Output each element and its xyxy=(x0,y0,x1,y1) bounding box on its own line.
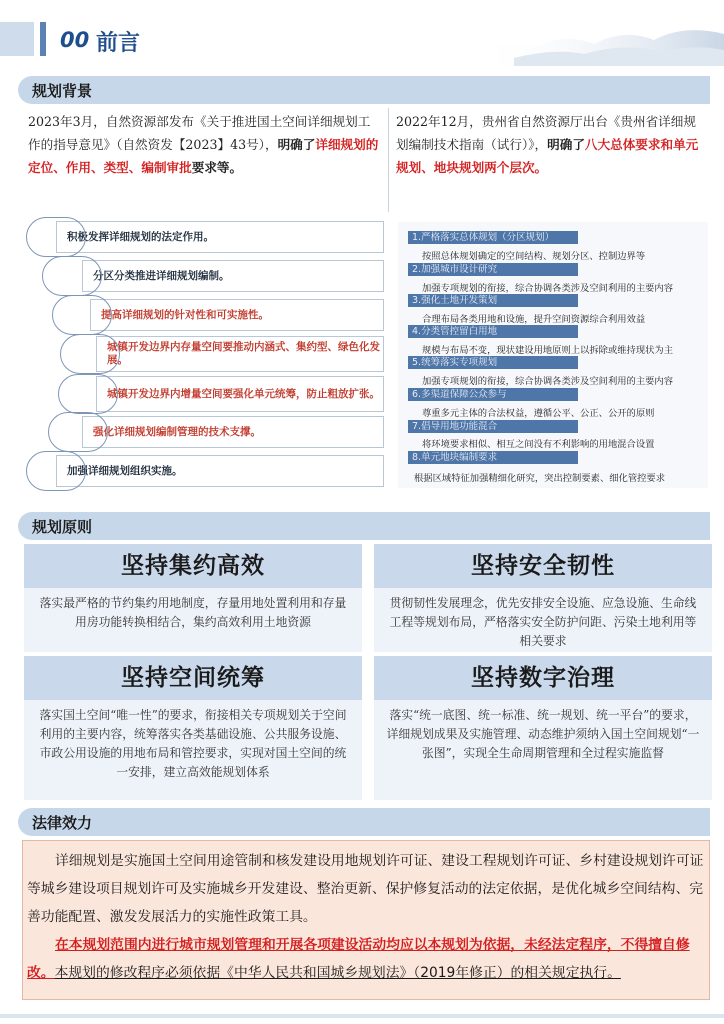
section-header-background xyxy=(18,76,710,104)
requirement-desc: 合理布局各类用地和设施，提升空间资源综合利用效益 xyxy=(422,314,646,325)
step-circle xyxy=(58,374,118,414)
requirement-desc: 加强专项规划的衔接，综合协调各类涉及空间利用的主要内容 xyxy=(422,376,674,387)
requirement-desc: 根据区域特征加强精细化研究，突出控制要素、细化管控要求 xyxy=(414,473,666,484)
principle-title: 坚持数字治理 xyxy=(374,656,712,700)
section-header-legal xyxy=(18,808,710,836)
step-text: 城镇开发边界内存量空间要推动内涵式、集约型、绿色化发展。 xyxy=(107,341,380,366)
divider xyxy=(388,108,389,212)
step-item xyxy=(90,299,384,331)
requirement-desc: 尊重多元主体的合法权益，遵循公平、公正、公开的原则 xyxy=(422,408,655,419)
step-circle xyxy=(42,256,102,296)
bg-right-text: 2022年12月，贵州省自然资源厅出台《贵州省详细规划编制技术指南（试行）》， xyxy=(396,114,696,152)
requirement-head: 6.多渠道保障公众参与 xyxy=(408,388,578,401)
page-header xyxy=(0,0,724,66)
mountain-landscape-decoration xyxy=(474,10,724,66)
step-circle xyxy=(26,217,86,257)
page-title: 前言 xyxy=(96,31,141,56)
requirement-head: 1.严格落实总体规划（分区规划） xyxy=(408,231,578,244)
requirement-desc: 规模与布局不变，现状建设用地原则上以拆除或维持现状为主 xyxy=(422,345,674,356)
step-text: 强化详细规划编制管理的技术支撑。 xyxy=(93,425,261,438)
principle-text: 落实国土空间“唯一性”的要求，衔接相关专项规划关于空间利用的主要内容，统筹落实各类基础设施、公共服务设施、市政公用设施的用地布局和管控要求，实现对国土空间的统一安排，建立高效能规划体系 xyxy=(39,708,347,779)
step-circle xyxy=(48,412,108,452)
step-item xyxy=(82,260,384,292)
principle-title: 坚持安全韧性 xyxy=(374,544,712,588)
chapter-number: 00 xyxy=(60,28,90,52)
principle-title: 坚持集约高效 xyxy=(24,544,362,588)
requirement-head: 5.统筹落实专项规划 xyxy=(408,356,578,369)
step-item xyxy=(56,221,384,253)
step-circle xyxy=(52,295,112,335)
bg-left-text: 2023年3月，自然资源部发布《关于推进国土空间详细规划工作的指导意见》（自然资发【2023】43号）， xyxy=(28,114,371,152)
step-item xyxy=(96,376,384,412)
principle-text: 贯彻韧性发展理念，优先安排安全设施、应急设施、生命线工程等规划布局，严格落实安全防护问距、污染土地利用等相关要求 xyxy=(389,596,697,648)
requirement-head: 7.倡导用地功能混合 xyxy=(408,420,578,433)
step-text: 加强详细规划组织实施。 xyxy=(67,464,183,477)
bg-left-highlight: 详细规划的定位、作用、类型、编制审批 xyxy=(28,137,379,175)
step-circle xyxy=(60,334,120,374)
step-text: 积极发挥详细规划的法定作用。 xyxy=(67,230,214,243)
step-item xyxy=(96,336,384,372)
requirement-desc: 加强专项规划的衔接，综合协调各类涉及空间利用的主要内容 xyxy=(422,283,674,294)
principle-title: 坚持空间统筹 xyxy=(24,656,362,700)
legal-paragraph-1: 详细规划是实施国土空间用途管制和核发建设用地规划许可证、建设工程规划许可证、乡村建设规划许可证等城乡建设项目规划许可及实施城乡开发建设、整治更新、保护修复活动的法定依据，是优化城乡空间结构、完善功能配置、激发发展活力的实施性政策工具。 xyxy=(27,853,704,925)
principle-text: 落实最严格的节约集约用地制度，存量用地处置利用和存量用房功能转换相结合，集约高效利用土地资源 xyxy=(39,596,347,629)
legal-paragraph-2 xyxy=(27,931,705,987)
principle-card xyxy=(24,656,362,800)
legal-text: 本规划的修改程序必须依据《中华人民共和国城乡规划法》（2019年修正）的相关规定执行。 xyxy=(54,965,621,981)
bg-right-highlight: 八大总体要求和单元规划、地块规划两个层次。 xyxy=(396,137,699,175)
step-item xyxy=(82,416,384,448)
header-bar-decoration xyxy=(40,22,46,56)
section-title: 法律效力 xyxy=(32,814,93,832)
bg-left-bold: 明确了 xyxy=(277,137,316,152)
requirement-head: 4.分类管控留白用地 xyxy=(408,325,578,338)
step-item xyxy=(56,455,384,487)
background-text-right xyxy=(396,110,702,210)
principle-card xyxy=(24,544,362,652)
header-block-decoration xyxy=(0,22,34,56)
section-header-principles xyxy=(18,512,710,540)
step-text: 提高详细规划的针对性和可实施性。 xyxy=(101,308,269,321)
bg-right-bold: 明确了 xyxy=(547,137,585,152)
requirement-head: 2.加强城市设计研究 xyxy=(408,263,578,276)
step-text: 分区分类推进详细规划编制。 xyxy=(93,269,230,282)
step-text: 城镇开发边界内增量空间要强化单元统筹，防止粗放扩张。 xyxy=(107,387,380,400)
section-title: 规划背景 xyxy=(32,82,93,100)
principle-text: 落实“统一底图、统一标准、统一规划、统一平台”的要求，详细规划成果及实施管理、动态维护须纳入国土空间规划“一张图”，实现全生命周期管理和全过程实施监督 xyxy=(386,708,700,760)
requirement-head: 3.强化土地开发策划 xyxy=(408,294,578,307)
step-circle xyxy=(26,451,86,491)
requirement-desc: 将环境要求相似、相互之间没有不利影响的用地混合设置 xyxy=(422,439,655,450)
background-text-left xyxy=(28,110,380,210)
section-title: 规划原则 xyxy=(32,518,93,536)
principle-card xyxy=(374,544,712,652)
bg-left-bold-end: 要求等。 xyxy=(191,160,243,175)
legal-highlight: 在本规划范围内进行城市规划管理和开展各项建设活动均应以本规划为依据，未经法定程序，不得擅自修改。 xyxy=(27,937,690,981)
requirement-head: 8.单元地块编制要求 xyxy=(408,451,578,464)
footer-line xyxy=(0,1014,724,1018)
principle-card xyxy=(374,656,712,800)
requirement-desc: 按照总体规划确定的空间结构、规划分区、控制边界等 xyxy=(422,251,646,262)
legal-effect-box xyxy=(22,840,710,1000)
